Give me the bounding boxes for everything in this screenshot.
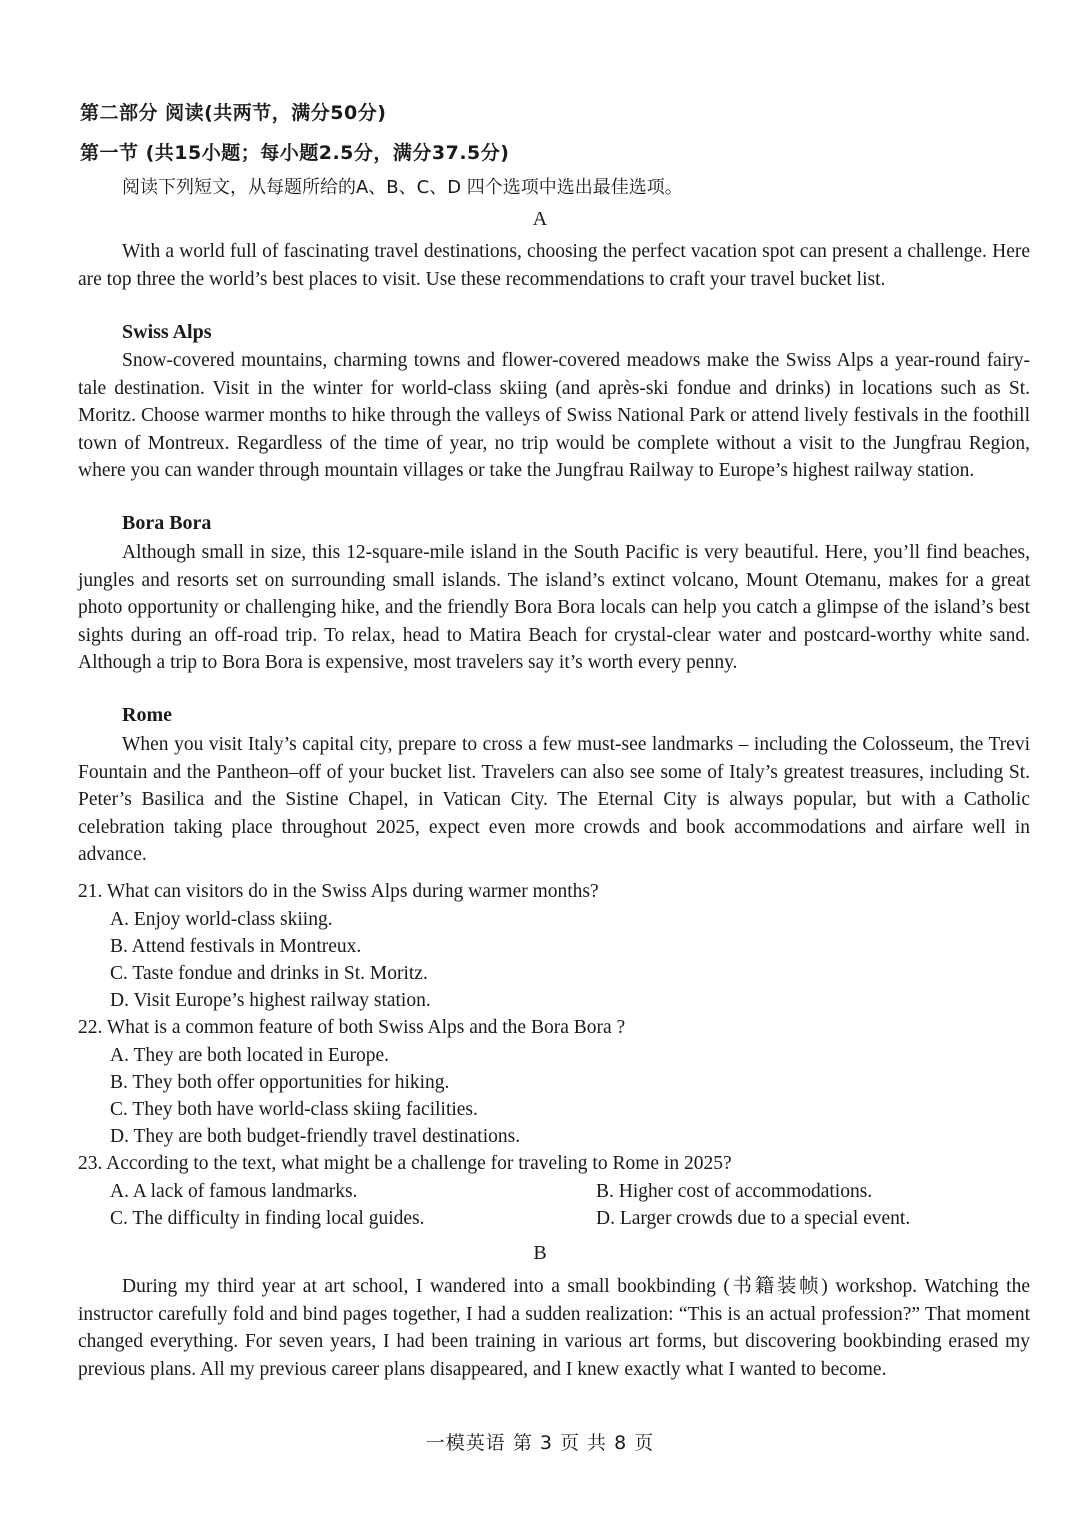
q21-option-d: D. Visit Europe’s highest railway station. <box>110 990 431 1011</box>
bora-bora-heading: Bora Bora <box>122 512 212 534</box>
instructions: 阅读下列短文，从每题所给的A、B、C、D 四个选项中选出最佳选项。 <box>122 177 683 198</box>
page-footer: 一模英语 第 3 页 共 8 页 <box>425 1432 655 1454</box>
q22-option-b: B. They both offer opportunities for hiking. <box>110 1072 450 1093</box>
question-22: 22. What is a common feature of both Swiss Alps and the Bora Bora ? <box>78 1017 626 1038</box>
q23-option-d: D. Larger crowds due to a special event. <box>596 1208 911 1229</box>
passage-a-intro <box>78 238 1030 293</box>
rome-text: When you visit Italy’s capital city, prepare to cross a few must-see landmarks – including the Colosseum, the Trevi Fountain and the Pantheon–off of your bucket list. Travelers can also see some of Italy’s greatest treasures, including St. Peter’s Basilica and the Sistine Chapel, in Vatican City. The Eternal City is always popular, but with a Catholic celebration taking place throughout 2025, expect even more crowds and book accommodations and airfare well in advance. <box>78 734 1030 865</box>
swiss-alps-text: Snow-covered mountains, charming towns and flower-covered meadows make the Swiss Alps a year-round fairy-tale destination. Visit in the winter for world-class skiing (and après-ski fondue and drinks) in locations such as St. Moritz. Choose warmer months to hike through the valleys of Swiss National Park or attend lively festivals in the foothill town of Montreux. Regardless of the time of year, no trip would be complete without a visit to the Jungfrau Region, where you can wander through mountain villages or take the Jungfrau Railway to Europe’s highest railway station. <box>78 350 1030 481</box>
q23-option-b: B. Higher cost of accommodations. <box>596 1181 873 1202</box>
q21-option-a: A. Enjoy world-class skiing. <box>110 909 333 930</box>
question-23: 23. According to the text, what might be a challenge for traveling to Rome in 2025? <box>78 1153 732 1174</box>
passage-a-intro-text: With a world full of fascinating travel destinations, choosing the perfect vacation spot can present a challenge. Here are top three the world’s best places to visit. Use these recommendations to craft your travel bucket list. <box>78 241 1030 290</box>
q22-option-a: A. They are both located in Europe. <box>110 1045 390 1066</box>
q23-option-a: A. A lack of famous landmarks. <box>110 1181 358 1202</box>
passage-b-text: During my third year at art school, I wandered into a small bookbinding (书籍装帧) workshop. Watching the instructor carefully fold and bind pages together, I had a sudden realization: “This is an actual profession?” That moment changed everything. For seven years, I had been training in various art forms, but discovering bookbinding erased my previous plans. All my previous career plans disappeared, and I knew exactly what I wanted to become. <box>78 1276 1030 1380</box>
question-21: 21. What can visitors do in the Swiss Alps during warmer months? <box>78 881 599 902</box>
rome-heading: Rome <box>122 704 172 726</box>
passage-b-letter: B <box>533 1242 547 1264</box>
passage-b-paragraph <box>78 1273 1030 1383</box>
passage-a-letter: A <box>532 208 548 230</box>
bora-bora-text: Although small in size, this 12-square-mile island in the South Pacific is very beautiful. Here, you’ll find beaches, jungles and resorts set on surrounding small islands. The island’s extinct volcano, Mount Otemanu, makes for a great photo opportunity or challenging hike, and the friendly Bora Bora locals can help you catch a glimpse of the island’s best sights during an off-road trip. To relax, head to Matira Beach for crystal-clear water and postcard-worthy white sand. Although a trip to Bora Bora is expensive, most travelers say it’s worth every penny. <box>78 542 1030 673</box>
q21-option-b: B. Attend festivals in Montreux. <box>110 936 362 957</box>
q21-option-c: C. Taste fondue and drinks in St. Moritz. <box>110 963 428 984</box>
swiss-alps-heading: Swiss Alps <box>122 321 212 343</box>
section-title: 第一节 (共15小题；每小题2.5分，满分37.5分) <box>80 142 510 164</box>
part-title: 第二部分 阅读(共两节，满分50分) <box>80 102 387 124</box>
rome-paragraph <box>78 731 1030 869</box>
bora-bora-paragraph <box>78 539 1030 677</box>
q22-option-c: C. They both have world-class skiing facilities. <box>110 1099 478 1120</box>
q22-option-d: D. They are both budget-friendly travel destinations. <box>110 1126 521 1147</box>
swiss-alps-paragraph <box>78 347 1030 485</box>
q23-option-c: C. The difficulty in finding local guides. <box>110 1208 425 1229</box>
